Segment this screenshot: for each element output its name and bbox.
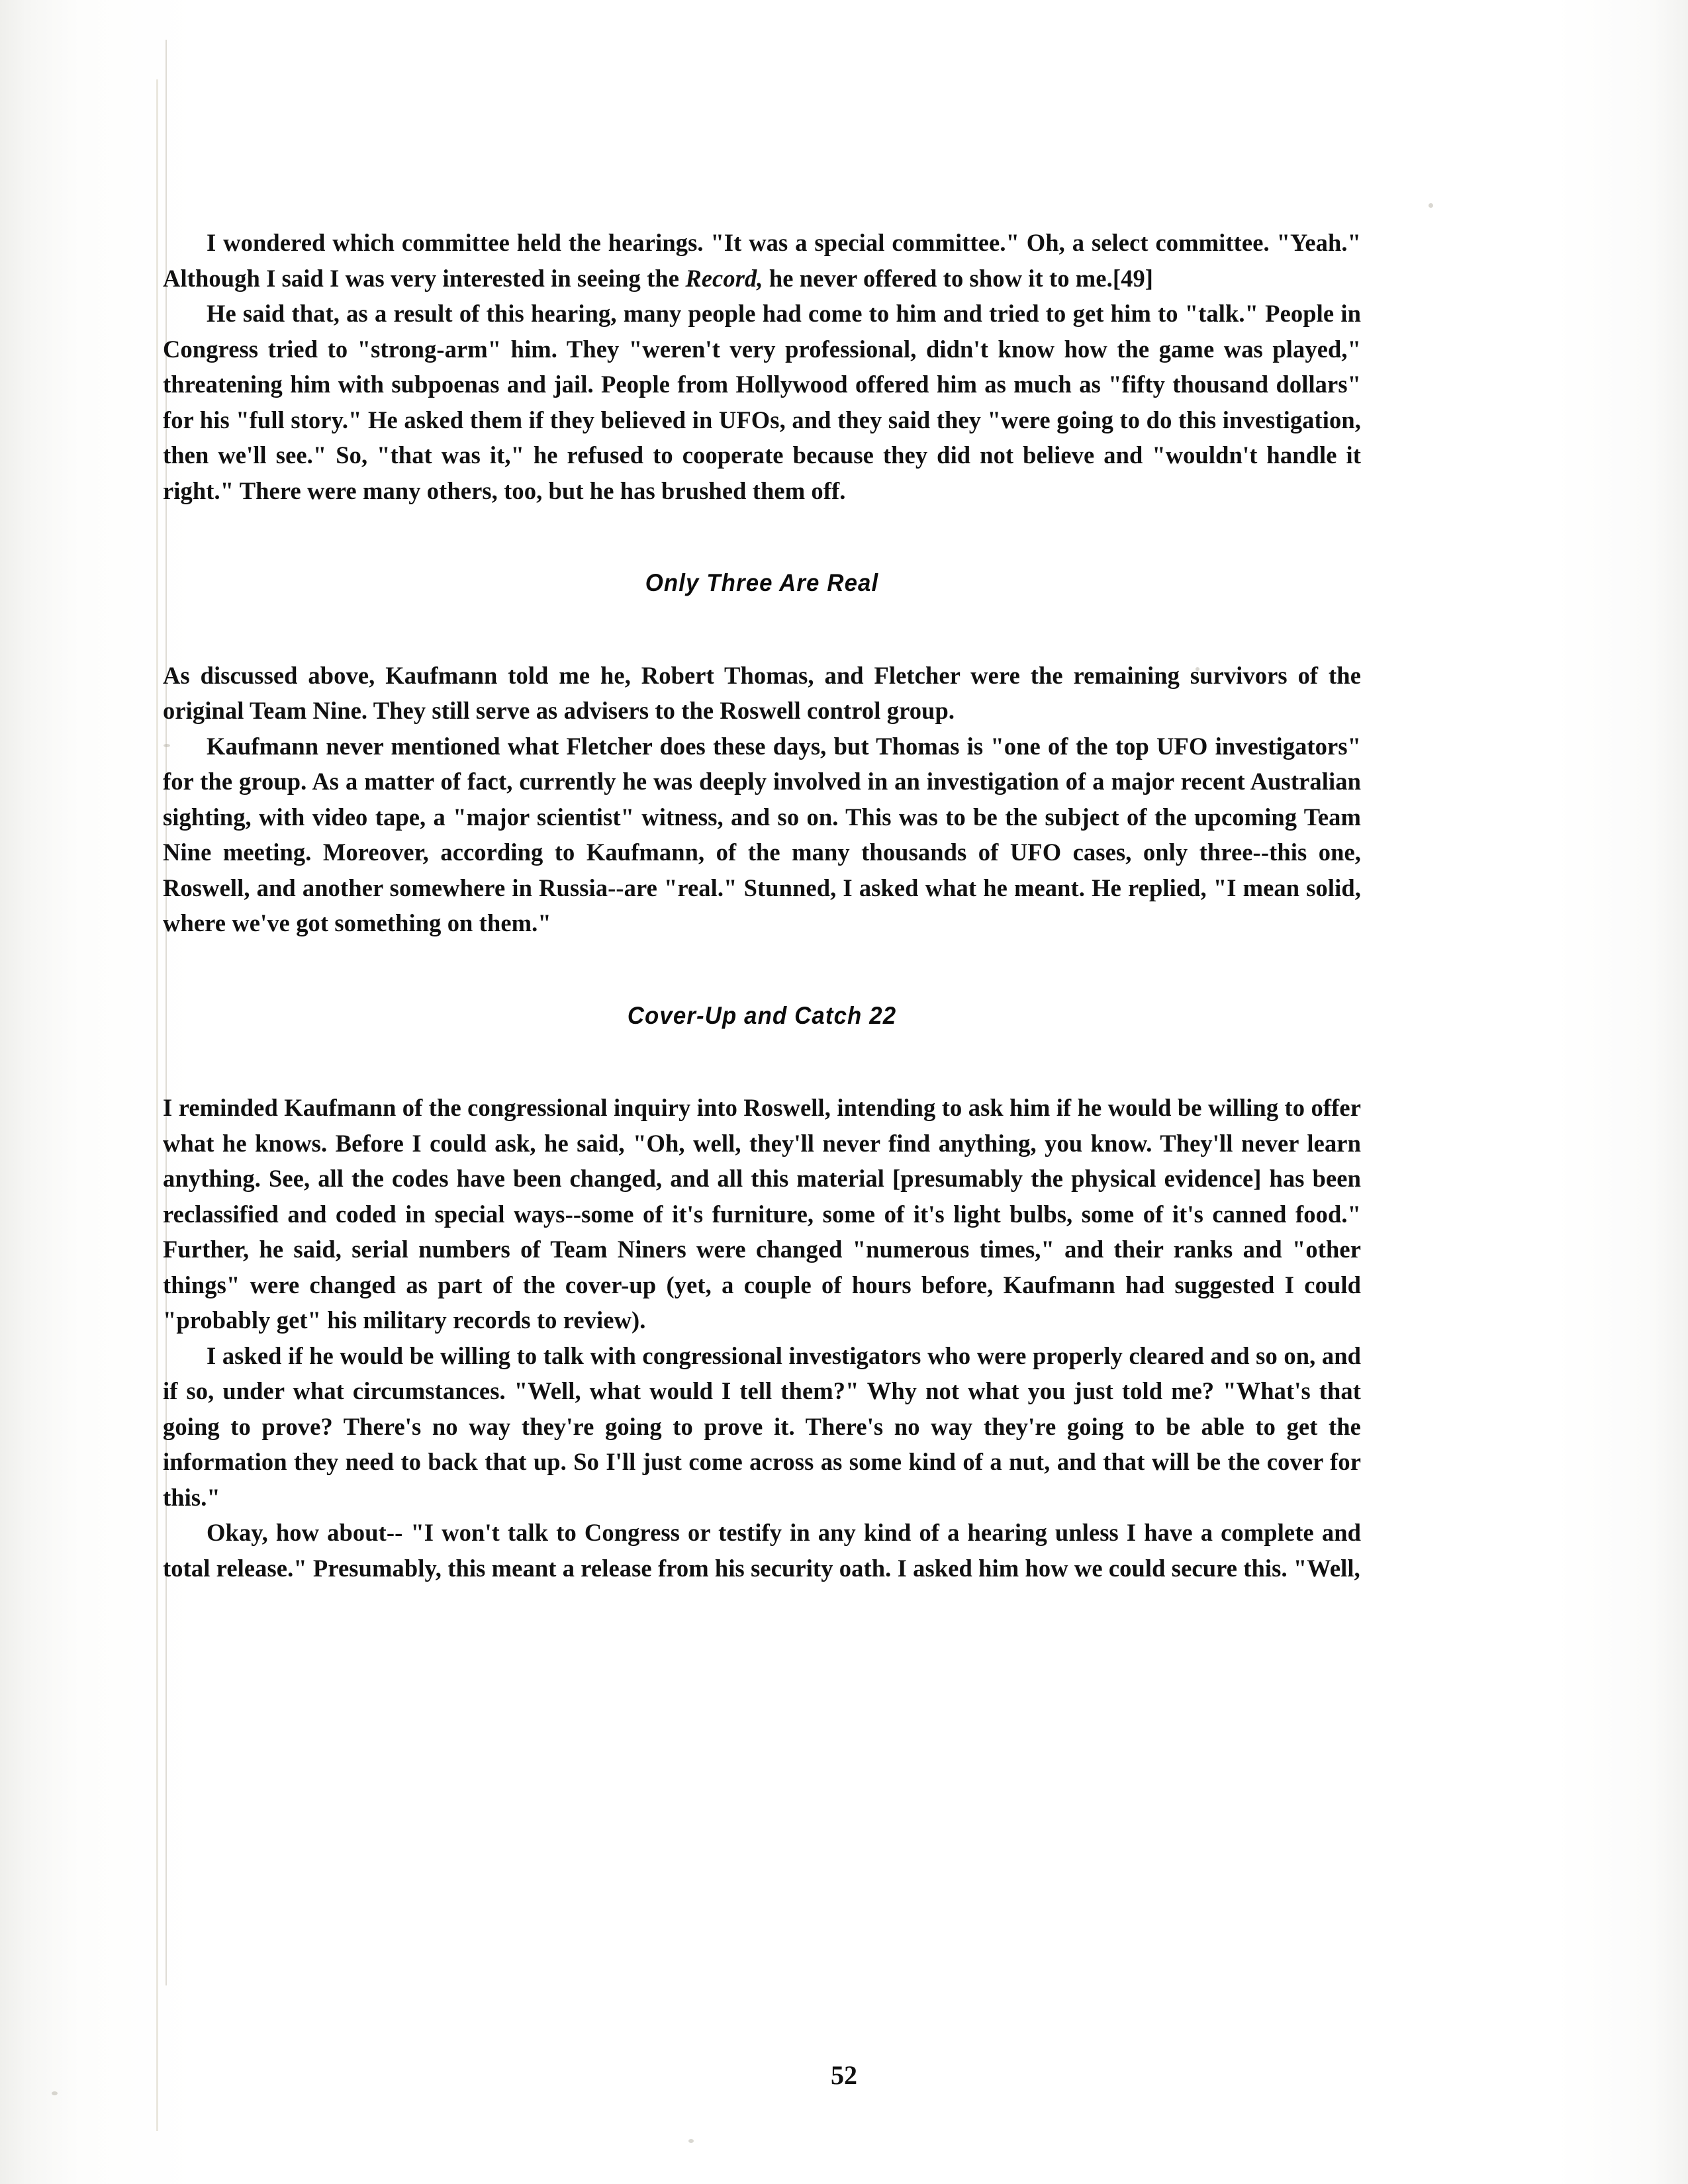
paragraph-congressional-investigators: I asked if he would be willing to talk with congressional investigators who were properly cleared and so on, and if so, under what circumstances. "Well, what would I tell them?" Why not what you just told me? "What's that going to prove? There's no way they're going to prove it. There's no way they're going to be able to get the information they need to back that up. So I'll just come across as some kind of a nut, and that will be the cover for this." [163,1342,1361,1511]
paragraph-hearing-result: He said that, as a result of this hearing, many people had come to him and tried to get him to "talk." People in Congress tried to "strong-arm" him. They "weren't very professional, didn't know how the game was played," threatening him with subpoenas and jail. People from Hollywood offered him as much as "fifty thousand dollars" for his "full story." He asked them if they believed in UFOs, and they said they "were going to do this investigation, then we'll see." So, "that was it," he refused to cooperate because they did not believe and "wouldn't handle it right." There were many others, too, but he has brushed them off. [163,300,1361,504]
scan-speck [688,2139,694,2143]
paragraph-total-release: Okay, how about-- "I won't talk to Congress or testify in any kind of a hearing unless I have a complete and total release." Presumably, this meant a release from his security oath. I asked him how we could secure this. "Well, [163,1519,1361,1582]
scan-speck [52,2091,58,2095]
scan-artifact-line-secondary [156,79,158,2131]
paragraph-text: above, Kaufmann told me he, Robert Thomas, and Fletcher were the remaining survivors of the original Team Nine. They still serve as advisers to the Roswell control group. [163,661,1361,724]
paragraph-text-tail: he never offered to show it to me.[49] [763,264,1154,292]
section-heading-only-three-are-real: Only Three Are Real [645,569,879,596]
italic-record: Record, [685,264,763,292]
section-heading-cover-up-and-catch-22: Cover-Up and Catch 22 [627,1001,897,1029]
page-number: 52 [831,2060,857,2090]
paragraph-as-discussed [163,658,1361,729]
paragraph-text: I wondered which committee held the hearings. "It was a special committee." Oh, a select committee. "Yeah." Although I said I was very interested in seeing the [163,229,1361,292]
paragraph-text: Kaufmann of the congressional inquiry into Roswell, intending to ask him if he would be willing to offer what he knows. Before I could ask, he said, "Oh, well, they'll never find anything, you know. They'll never learn anything. See, all the codes have been changed, and all this material [presumably the physical evidence] has been reclassified and coded in special ways--some of it's furniture, some of it's light bulbs, some of it's canned food." Further, he said, serial numbers of Team Niners were changed "numerous times," and their ranks and "other things" were changed as part of the cover-up (yet, a couple of hours before, Kaufmann had suggested I could "probably get" his military records to review). [163,1094,1362,1334]
page-body [163,225,1361,1586]
paragraph-kaufmann-fletcher: Kaufmann never mentioned what Fletcher does these days, but Thomas is "one of the top UFO investigators" for the group. As a matter of fact, currently he was deeply involved in an investigation of a major recent Australian sighting, with video tape, a "major scientist" witness, and so on. This was to be the subject of the upcoming Team Nine meeting. Moreover, according to Kaufmann, of the many thousands of UFO cases, only three--this one, Roswell, and another somewhere in Russia--are "real." Stunned, I asked what he meant. He replied, "I mean solid, where we've got something on them." [163,732,1361,936]
run-in-head-i-reminded: I reminded [163,1094,278,1121]
run-in-head-as-discussed: As discussed [163,661,298,689]
paragraph-i-reminded [163,1090,1361,1338]
paragraph-wondered-committee [163,225,1361,296]
scan-speck [1429,203,1433,208]
